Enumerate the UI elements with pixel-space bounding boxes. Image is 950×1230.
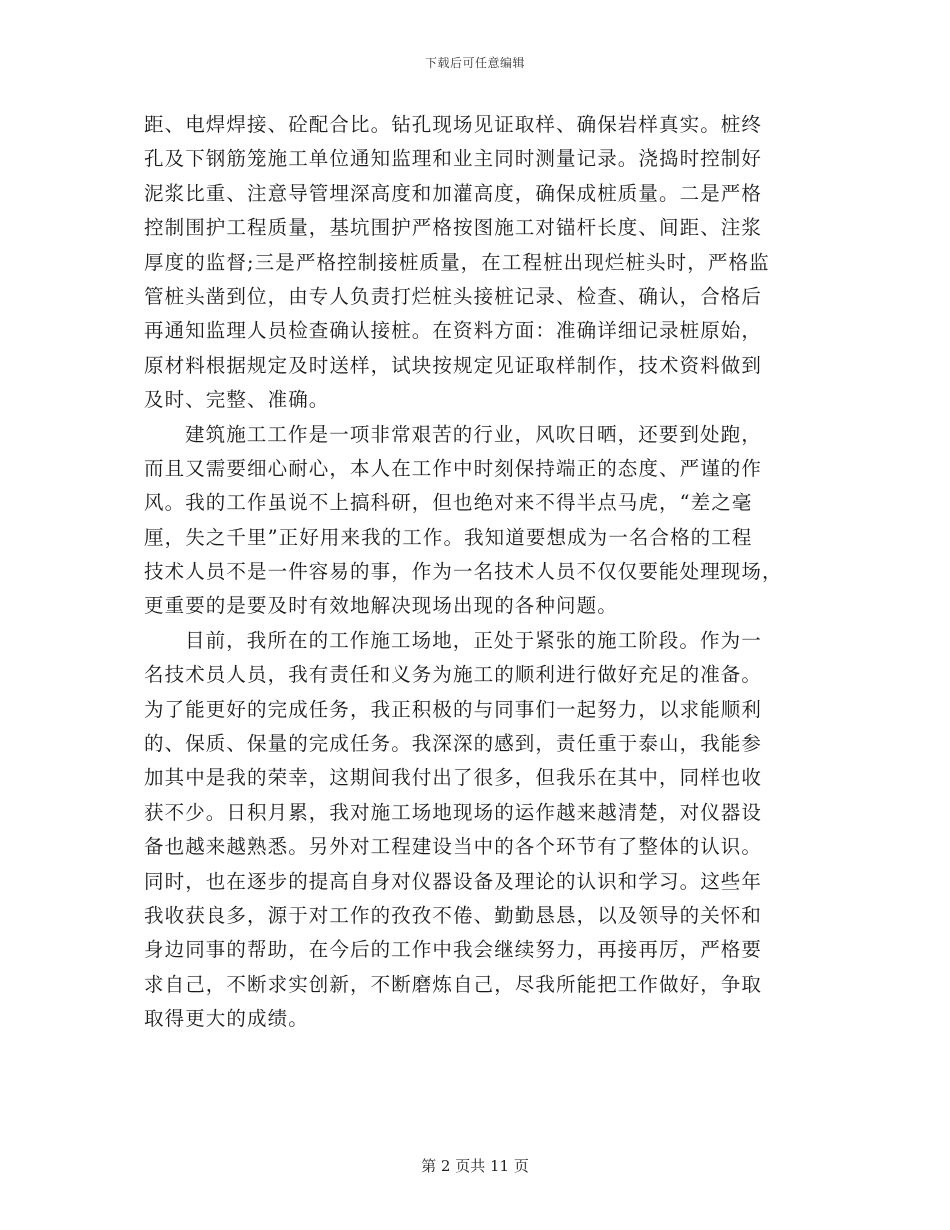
paragraph-line: 管桩头凿到位，由专人负责打烂桩头接桩记录、检查、确认，合格后 <box>144 284 763 308</box>
page-number-footer: 第 2 页共 11 页 <box>421 1157 529 1175</box>
paragraph-line: 取得更大的成绩。 <box>144 1007 309 1031</box>
document-body <box>144 108 806 1037</box>
paragraph-line: 厚度的监督;三是严格控制接桩质量，在工程桩出现烂桩头时，严格监 <box>144 250 770 274</box>
paragraph-line: 技术人员不是一件容易的事，作为一名技术人员不仅仅要能处理现场， <box>144 560 783 584</box>
paragraph-line: 同时，也在逐步的提高自身对仪器设备及理论的认识和学习。这些年 <box>144 869 763 893</box>
paragraph-line: 厘，失之千里”正好用来我的工作。我知道要想成为一名合格的工程 <box>144 525 753 549</box>
paragraph-line: 再通知监理人员检查确认接桩。在资料方面：准确详细记录桩原始， <box>144 319 763 343</box>
page-header: 下载后可任意编辑 <box>424 56 525 70</box>
paragraph-line: 孔及下钢筋笼施工单位通知监理和业主同时测量记录。浇捣时控制好 <box>144 147 763 171</box>
paragraph-line: 而且又需要细心耐心，本人在工作中时刻保持端正的态度、严谨的作 <box>144 456 763 480</box>
paragraph-line: 风。我的工作虽说不上搞科研，但也绝对来不得半点马虎，“差之毫 <box>144 491 753 515</box>
paragraph-line: 身边同事的帮助，在今后的工作中我会继续努力，再接再厉，严格要 <box>144 938 763 962</box>
paragraph-line: 建筑施工工作是一项非常艰苦的行业，风吹日晒，还要到处跑， <box>185 422 762 446</box>
paragraph-line: 距、电焊焊接、砼配合比。钻孔现场见证取样、确保岩样真实。桩终 <box>144 113 763 136</box>
paragraph-line: 原材料根据规定及时送样，试块按规定见证取样制作，技术资料做到 <box>144 353 763 377</box>
paragraph-line: 更重要的是要及时有效地解决现场出现的各种问题。 <box>144 594 618 618</box>
paragraph-line: 的、保质、保量的完成任务。我深深的感到，责任重于泰山，我能参 <box>144 732 763 756</box>
paragraph-line: 为了能更好的完成任务，我正积极的与同事们一起努力，以求能顺利 <box>144 697 763 721</box>
paragraph-line: 控制围护工程质量，基坑围护严格按图施工对锚杆长度、间距、注浆 <box>144 216 763 240</box>
paragraph <box>144 624 806 1037</box>
paragraph-line: 目前，我所在的工作施工场地，正处于紧张的施工阶段。作为一 <box>185 628 762 652</box>
paragraph-line: 求自己，不断求实创新，不断磨炼自己，尽我所能把工作做好，争取 <box>144 972 763 996</box>
paragraph-line: 名技术员人员，我有责任和义务为施工的顺利进行做好充足的准备。 <box>144 663 763 687</box>
paragraph-line: 我收获良多，源于对工作的孜孜不倦、勤勤恳恳，以及领导的关怀和 <box>144 903 763 927</box>
paragraph <box>144 418 806 624</box>
paragraph-line: 备也越来越熟悉。另外对工程建设当中的各个环节有了整体的认识。 <box>144 835 763 859</box>
paragraph-line: 获不少。日积月累，我对施工场地现场的运作越来越清楚，对仪器设 <box>144 800 763 824</box>
paragraph-line: 及时、完整、准确。 <box>144 388 330 412</box>
paragraph-line: 加其中是我的荣幸，这期间我付出了很多，但我乐在其中，同样也收 <box>144 766 763 790</box>
paragraph <box>144 108 806 418</box>
paragraph-line: 泥浆比重、注意导管埋深高度和加灌高度，确保成桩质量。二是严格 <box>144 181 763 205</box>
